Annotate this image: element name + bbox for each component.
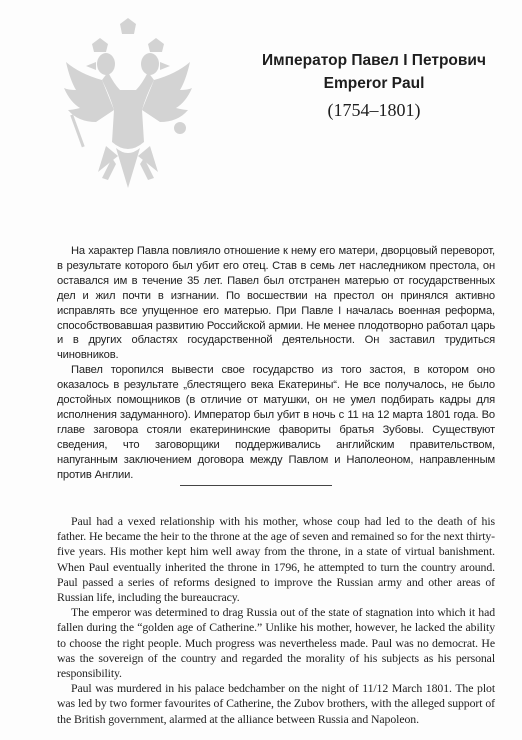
title-english: Emperor Paul [323, 75, 425, 92]
russian-paragraph: На характер Павла повлияло отношение к нему его матери, дворцовый переворот, в результате которого был убит его отец. Став в семь лет наследником престола, он оставался им в течение 35 лет. Павел был отстранен матерью от государственных дел и жил почти в изгнании. По восшествии на престол он принялся активно исправлять все упущенное его матерью. При Павле I началась военная реформа, способствовавшая развитию Российской армии. Не менее плодотворно работал царь и в других областях государственной деятельности. Он заставил трудиться чиновников. [57, 245, 495, 362]
english-paragraph: The emperor was determined to drag Russia out of the state of stagnation into which it had fallen during the “golden age of Catherine.” Unlike his mother, however, he lacked the ability to choose the right people. Much progress was nevertheless made. Paul was no democrat. He was the sovereign of the country and regarded the morality of his subjects as his personal responsibility. [57, 605, 495, 681]
title-russian: Император Павел I Петрович [262, 52, 486, 69]
title-block [244, 50, 504, 121]
english-paragraph: Paul had a vexed relationship with his mother, whose coup had led to the death of his father. He became the heir to the throne at the age of seven and remained so for the next thirty-five years. His mother kept him well away from the throne, in a state of virtual banishment. When Paul eventually inherited the throne in 1796, he attempted to turn the country around. Paul passed a series of reforms designed to improve the Russian army and other areas of Russian life, including the bureaucracy. [57, 514, 495, 605]
lifespan-years: (1754–1801) [327, 100, 421, 120]
english-paragraph: Paul was murdered in his palace bedchamber on the night of 11/12 March 1801. The plot was led by two former favourites of Catherine, the Zubov brothers, with the alleged support of the British government, alarmed at the alliance between Russia and Napoleon. [57, 681, 495, 726]
double-headed-eagle-icon [62, 18, 194, 208]
russian-paragraph: Павел торопился вывести свое государство из того застоя, в котором оно оказалось в результате „блестящего века Екатерины“. Не все получалось, не было достойных помощников (в отличие от матушки, он не умел подбирать кадры для исполнения задуманного). Император был убит в ночь с 11 на 12 марта 1801 года. Во главе заговора стояли екатерининские фавориты братья Зубовы. Существуют сведения, что заговорщики поддерживались английским правительством, напуганным заключением договора между Павлом и Наполеоном, направленным против Англии. [57, 364, 495, 481]
section-divider [180, 485, 332, 486]
russian-text [57, 244, 495, 483]
english-text [57, 514, 495, 727]
